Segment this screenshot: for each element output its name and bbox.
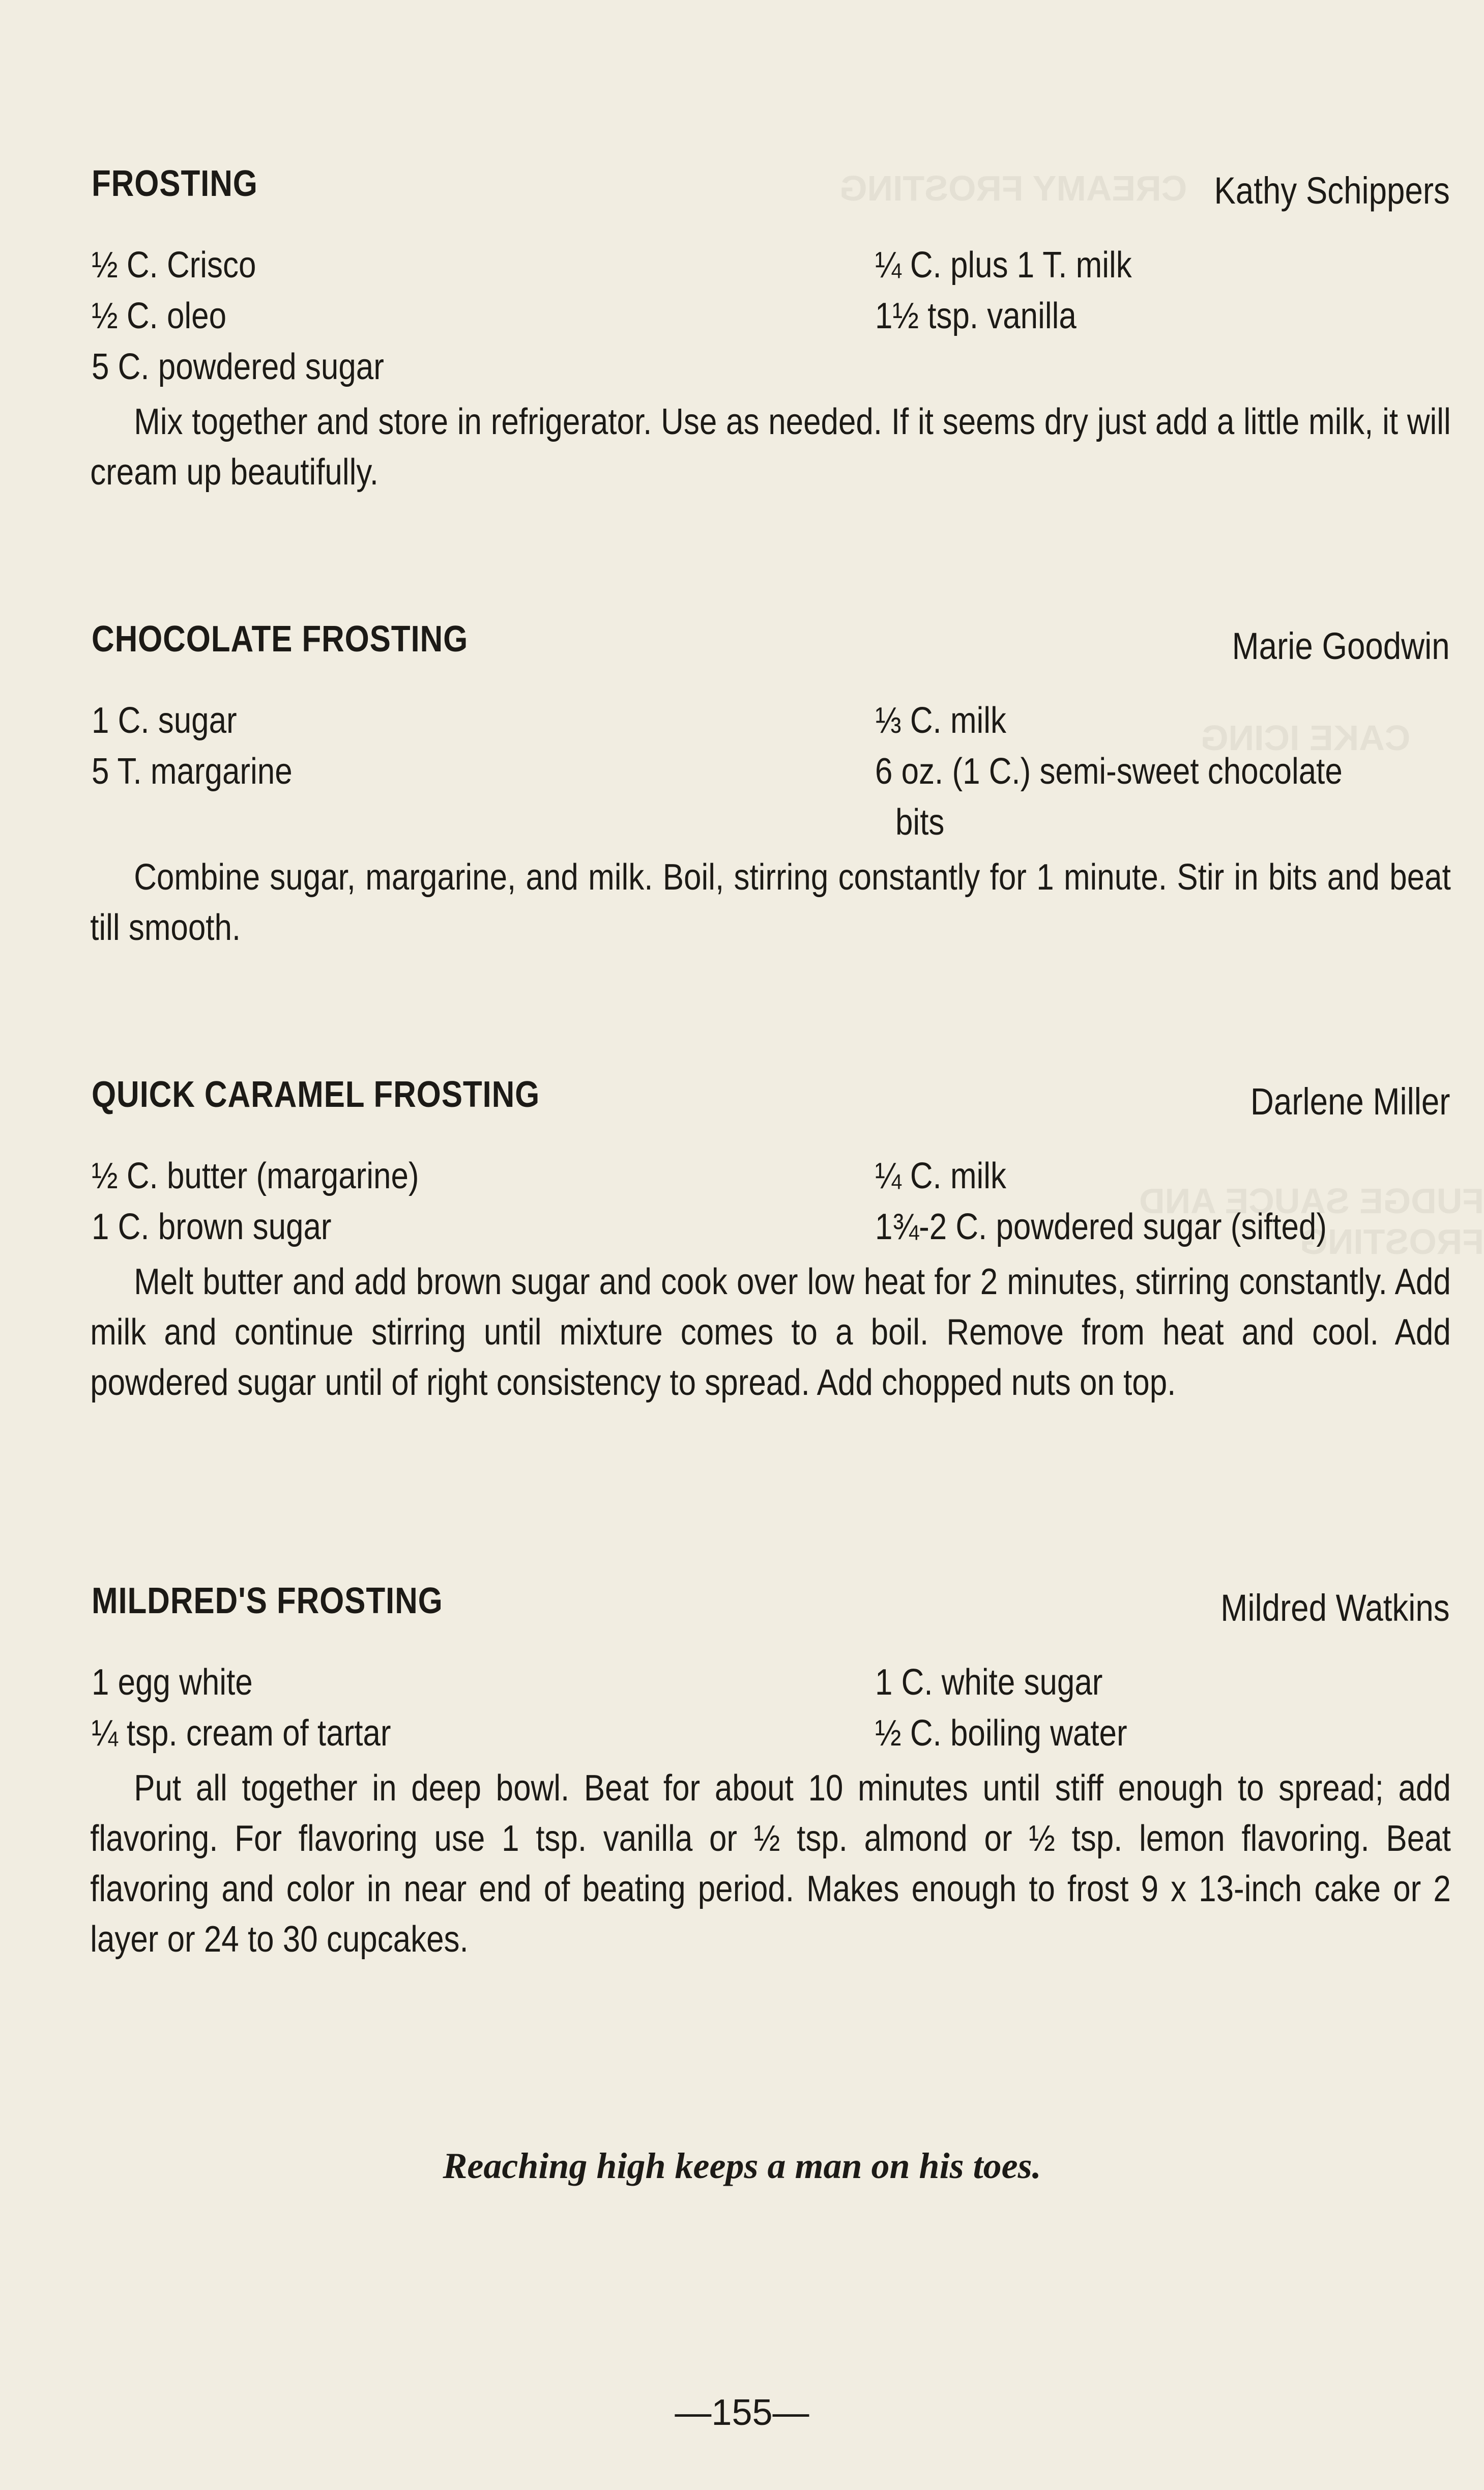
ingredient-row: [81, 1206, 1450, 1257]
ingredient: ½ C. butter (margarine): [92, 1156, 419, 1196]
ingredient: 1½ tsp. vanilla: [875, 296, 1076, 336]
ingredient: 5 T. margarine: [92, 751, 293, 792]
recipe-frosting: [81, 163, 1450, 498]
recipe-method: Mix together and store in refrigerator. Use as needed. If it seems dry just add a little milk, it will cream up beautifully.: [90, 402, 1451, 493]
bleed-through-decoration: CREAMY FROSTING: [839, 168, 1187, 208]
recipe-title: MILDRED'S FROSTING: [92, 1581, 443, 1621]
ingredient-list: [81, 1155, 1450, 1257]
ingredient: 6 oz. (1 C.) semi-sweet chocolate: [875, 751, 1343, 792]
recipe-header: [81, 1074, 1450, 1130]
ingredient-list: [81, 244, 1450, 397]
ingredient-row: [81, 751, 1450, 802]
page-number: —155—: [675, 2392, 809, 2433]
bleed-through-decoration: FUDGE SAUCE AND FROSTING: [1139, 1181, 1484, 1262]
recipe-title: CHOCOLATE FROSTING: [92, 619, 469, 660]
ingredient: ¼ tsp. cream of tartar: [92, 1713, 391, 1754]
ingredient-row: [81, 1662, 1450, 1712]
ingredient: 5 C. powdered sugar: [92, 347, 384, 387]
ingredient: 1 C. brown sugar: [92, 1207, 332, 1247]
ingredient: ¼ C. milk: [875, 1156, 1007, 1196]
ingredient-row: [81, 346, 1450, 397]
ingredient: 1 C. white sugar: [875, 1662, 1103, 1703]
ingredient: ½ C. boiling water: [875, 1713, 1127, 1754]
ingredient-row: [81, 1155, 1450, 1206]
ingredient: 1¾-2 C. powdered sugar (sifted): [875, 1207, 1327, 1247]
ingredient: ⅓ C. milk: [875, 700, 1007, 741]
recipe-author: Marie Goodwin: [1232, 625, 1450, 667]
ingredient-row: [81, 1712, 1450, 1763]
ingredient: 1 egg white: [92, 1662, 253, 1703]
recipe-header: [81, 618, 1450, 674]
ingredient-row: [81, 802, 1450, 852]
recipe-method: Melt butter and add brown sugar and cook over low heat for 2 minutes, stirring constantly. Add milk and continue stirring until mixture comes to a boil. Remove from heat and cool. Add powdered sugar until of right consistency to spread. Add chopped nuts on top.: [90, 1262, 1451, 1403]
recipe-chocolate-frosting: [81, 618, 1450, 953]
recipe-author: Darlene Miller: [1250, 1080, 1450, 1123]
recipe-title: QUICK CARAMEL FROSTING: [92, 1074, 540, 1115]
ingredient-row: [81, 700, 1450, 751]
ingredient: ½ C. oleo: [92, 296, 227, 336]
ingredient-row: [81, 295, 1450, 346]
recipe-title: FROSTING: [92, 163, 258, 204]
recipe-author: Mildred Watkins: [1220, 1587, 1450, 1629]
recipe-header: [81, 1580, 1450, 1636]
recipe-mildreds-frosting: [81, 1580, 1450, 1965]
recipe-method: Put all together in deep bowl. Beat for about 10 minutes until stiff enough to spread; add flavoring. For flavoring use 1 tsp. vanilla or ½ tsp. almond or ½ tsp. lemon flavoring. Beat flavoring and color in near end of beating period. Makes enough to frost 9 x 13-inch cake or 2 layer or 24 to 30 cupcakes.: [90, 1768, 1451, 1960]
recipe-header: [81, 163, 1450, 219]
ingredient-row: [81, 244, 1450, 295]
ingredient: ½ C. Crisco: [92, 245, 256, 285]
bleed-through-decoration: CAKE ICING: [1201, 718, 1411, 758]
recipe-quick-caramel-frosting: [81, 1074, 1450, 1408]
recipe-author: Kathy Schippers: [1214, 169, 1450, 212]
ingredient-list: [81, 700, 1450, 852]
ingredient-list: [81, 1662, 1450, 1763]
ingredient: ¼ C. plus 1 T. milk: [875, 245, 1132, 285]
ingredient: bits: [895, 802, 945, 843]
ingredient: 1 C. sugar: [92, 700, 237, 741]
filler-quote: Reaching high keeps a man on his toes.: [443, 2145, 1041, 2186]
recipe-method: Combine sugar, margarine, and milk. Boil, stirring constantly for 1 minute. Stir in bits and beat till smooth.: [90, 857, 1451, 948]
